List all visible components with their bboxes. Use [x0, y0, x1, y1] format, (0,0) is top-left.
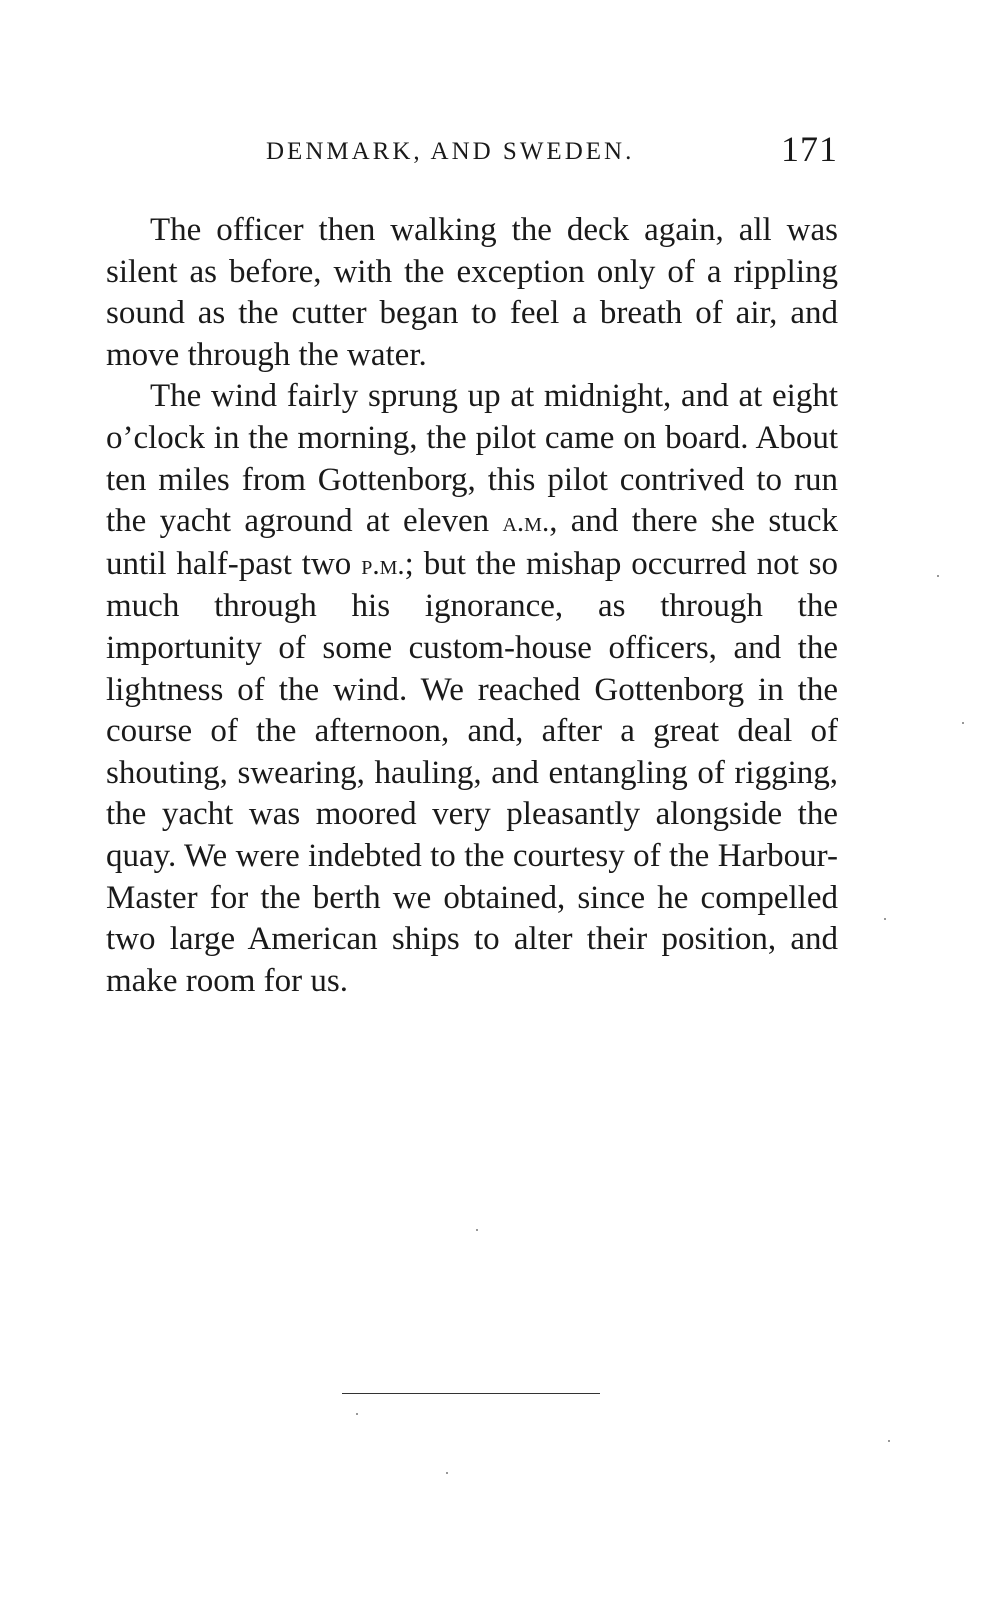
paragraph-2-part-1: The wind fairly sprung up at midnight, and at eight o’clock in the morning, the pilot came on board. About ten miles from Gottenborg, this pilot contrived to run the yacht aground at eleven — [106, 378, 838, 540]
print-speck — [962, 722, 964, 724]
paragraph-2 — [106, 376, 838, 1002]
print-speck — [356, 1413, 358, 1415]
print-speck — [476, 1229, 478, 1231]
print-speck — [446, 1472, 448, 1474]
print-speck — [937, 575, 939, 577]
time-am: a.m. — [502, 506, 550, 539]
end-rule — [342, 1393, 600, 1394]
page-number: 171 — [781, 129, 838, 169]
body-text — [106, 210, 838, 1002]
time-pm: p.m. — [361, 548, 405, 581]
paragraph-2-part-3: ; but the mishap occurred not so much through his ignorance, as through the importunity of some custom-house officers, and the lightness of the wind. We reached Gottenborg in the course of the afternoon, and, after a great deal of shouting, swearing, hauling, and entangling of rigging, the yacht was moored very pleasantly alongside the quay. We were indebted to the courtesy of the Harbour-Master for the berth we obtained, since he compelled two large American ships to alter their position, and make room for us. — [106, 545, 838, 999]
running-title: DENMARK, AND SWEDEN. — [266, 138, 635, 165]
print-speck — [888, 1440, 890, 1442]
paragraph-2-part-2: , and there she stuck until half-past two — [106, 503, 838, 582]
print-speck — [884, 918, 886, 920]
paragraph-1: The officer then walking the deck again, all was silent as before, with the exception only of a rippling sound as the cutter began to feel a breath of air, and move through the water. — [106, 212, 838, 373]
running-head — [106, 128, 838, 172]
